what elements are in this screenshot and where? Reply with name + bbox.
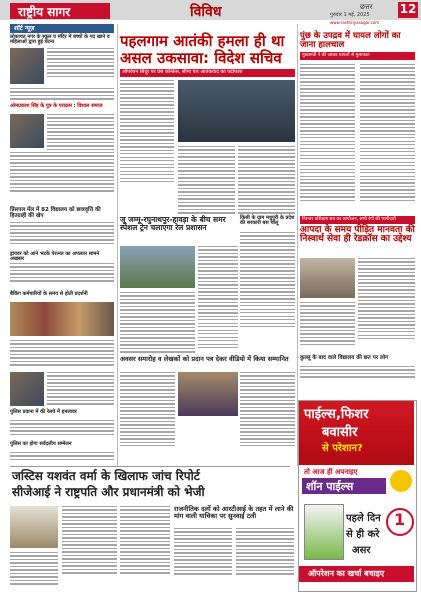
rail-photo bbox=[120, 246, 195, 288]
political-text-a bbox=[174, 528, 232, 577]
ad-product-image bbox=[304, 504, 344, 560]
ad-tagline-c: असर bbox=[352, 545, 371, 556]
lead-strap: ऑपरेशन सिंदूर पर प्रेस कॉन्फ्रेंस, सीमा पार आतंकवाद का पर्दाफाश bbox=[122, 69, 243, 75]
left-text-2b bbox=[10, 152, 114, 194]
political-text-b bbox=[236, 528, 294, 577]
lead-text-b bbox=[178, 146, 235, 216]
left-headline-1: लोकायत नगर के स्कूल व मंदिर में बच्चों के पद खाने व महिलाओं द्वारा हुई घटना bbox=[10, 34, 110, 46]
justice-headline-2: सीजेआई ने राष्ट्रपति और प्रधानमंत्री को भेजी bbox=[12, 485, 205, 499]
justice-text-a bbox=[10, 552, 58, 587]
left-photo-2 bbox=[10, 114, 44, 148]
ad-line2: बवासीर bbox=[322, 425, 358, 440]
ad-line3: से परेशान? bbox=[322, 443, 363, 454]
lead-text-a bbox=[120, 80, 174, 185]
disaster-text-b bbox=[300, 302, 355, 347]
left-photo-4 bbox=[10, 372, 44, 406]
rail-headline: जू जम्मू-रघुनाथपुर-हावड़ा के बीच समर स्पेशल ट्रेन चलाएगा रेल प्रशासन bbox=[120, 215, 226, 232]
justice-photo bbox=[10, 506, 58, 548]
justice-text-b bbox=[62, 506, 117, 576]
disaster-headline: आपदा के समय पीड़ित मानवता की निस्वार्थ सेवा ही रेडक्रॉस का उद्देश्य bbox=[300, 225, 415, 245]
left-headline-3: प्रिंसपल मेंल में 82 विद्यालय को छात्रवृत्ति की हितग्राही की खेप bbox=[10, 207, 101, 219]
ad-line4: तो आज ही अपनाइए bbox=[304, 468, 358, 476]
mini-text bbox=[300, 366, 415, 380]
left-headline-2: ओमप्रकाश सिंह के पुत्र के पराक्रम : विशाल समाज bbox=[10, 103, 103, 109]
site-url[interactable]: www.rashtriyasagar.com bbox=[330, 20, 380, 25]
masthead-city: छत्तर bbox=[360, 3, 373, 11]
ad-tagline-a: पहले दिन bbox=[346, 513, 381, 524]
ad-product: शॉन पाईल्स bbox=[306, 480, 354, 493]
right-top-text-b bbox=[360, 64, 415, 203]
lead-headline-2: असल उकसावा: विदेश सचिव bbox=[120, 49, 282, 67]
left-text-3 bbox=[10, 222, 114, 246]
lead-headline-1: पहलगाम आतंकी हमला ही था bbox=[120, 32, 285, 50]
left-text-5 bbox=[10, 340, 114, 368]
mini-headline: कुल्लू के बाद वाले विद्यालय की छत पर लोग bbox=[300, 355, 389, 361]
mid-text bbox=[240, 232, 295, 330]
left-photo-1 bbox=[10, 48, 44, 84]
paper-name[interactable]: राष्ट्रीय सागर bbox=[18, 5, 71, 19]
awards-headline: अवसर समारोह व लेखकों को प्रदान पत्र देकर वीडियो में किया सम्मानित bbox=[120, 355, 289, 363]
section-title: विविध bbox=[190, 4, 222, 20]
justice-rule bbox=[10, 466, 290, 467]
lead-text-c bbox=[238, 146, 295, 216]
rail-text-a bbox=[198, 246, 238, 351]
page-number: 12 bbox=[399, 2, 417, 16]
right-top-headline: पुंछ के उपद्रव में घायल लोगों का जाना हालचाल bbox=[300, 31, 401, 50]
left-text-1b bbox=[10, 88, 114, 102]
brief-label: शॉर्ट न्यूज़ bbox=[14, 25, 35, 32]
left-text-7 bbox=[10, 420, 114, 437]
left-text-4 bbox=[10, 263, 114, 284]
left-photo-3 bbox=[10, 302, 114, 336]
justice-headline-1: जस्टिस यशवंत वर्मा के खिलाफ जांच रिपोर्ट bbox=[12, 469, 200, 483]
left-headline-5: बैकिंग कर्मचारियों के समय से होती प्रदर्शनी bbox=[10, 291, 88, 297]
political-headline: राजनीतिक दलों को आरटीआई के तहत में लाने की मांग वाली याचिका पर सुनवाई टली bbox=[174, 505, 294, 520]
ad-brand: पाईल्स,फिशर bbox=[304, 407, 369, 422]
awards-text-b bbox=[240, 372, 295, 449]
ad-number: 1 bbox=[394, 510, 406, 529]
right-top-text-a bbox=[300, 64, 355, 203]
mid-headline: किसी के ग्राम मधुपुरी के प्रदेश की सरकारी बस चालू bbox=[240, 215, 295, 227]
left-text-2 bbox=[47, 114, 114, 152]
lead-photo bbox=[178, 80, 295, 142]
ad-badge bbox=[390, 470, 412, 492]
justice-text-c bbox=[120, 506, 170, 576]
masthead-date: गुरुवार 1 मई, 2025 bbox=[330, 12, 370, 18]
disaster-photo bbox=[300, 258, 355, 298]
ad-tagline-b: से ही करे bbox=[346, 529, 380, 540]
disaster-strap: निरन्तर प्रशिक्षण सत्र का आयोजन, सभी रंगों की भागीदारी bbox=[302, 217, 396, 222]
awards-photo bbox=[178, 372, 238, 416]
left-headline-6: पुलिस प्रवाना में की रेलवे में हमलावर bbox=[10, 409, 77, 415]
col-divider-1 bbox=[117, 24, 118, 466]
left-text-8 bbox=[10, 452, 114, 462]
right-top-strap: मुख्यमंत्री ने की जाकर घायलों से मुलाकात bbox=[302, 53, 370, 58]
left-headline-4: ड्रायवर को आने भटके पेरत्नत का अपलाल सामने अखबार bbox=[10, 251, 100, 263]
left-headline-7: पुलिस का होगा सर्वदलीय सम्मेलन bbox=[10, 441, 72, 447]
left-text-6 bbox=[47, 372, 114, 407]
rail-text-b bbox=[120, 292, 195, 355]
disaster-text-a bbox=[358, 258, 415, 342]
left-text-1 bbox=[47, 48, 114, 79]
ad-footer: ऑपरेशन का खर्चा बचाइए bbox=[308, 569, 385, 578]
awards-text-a bbox=[120, 372, 175, 449]
